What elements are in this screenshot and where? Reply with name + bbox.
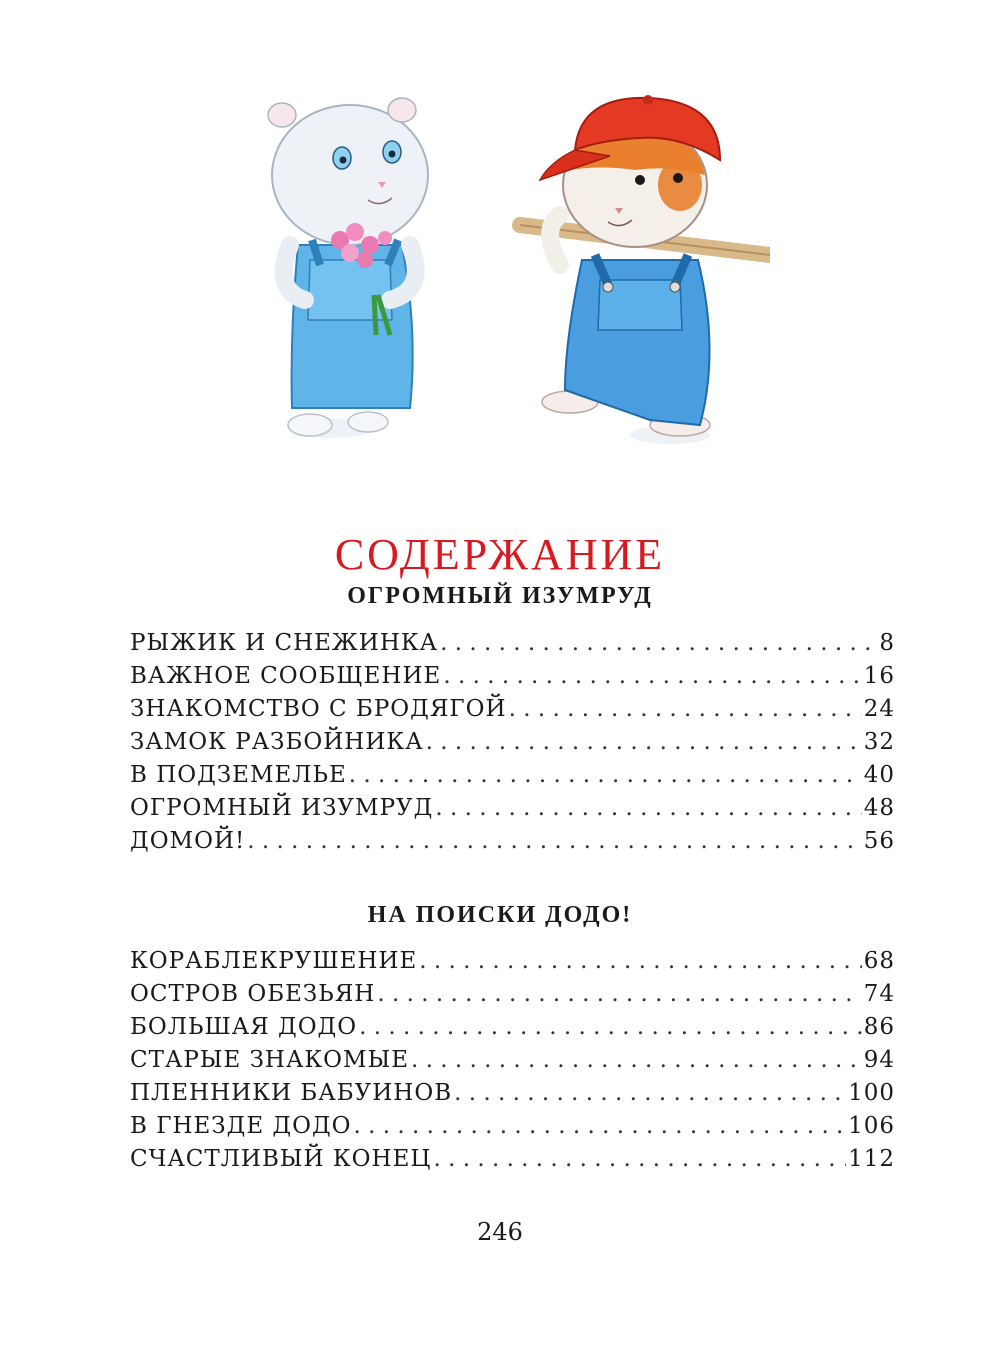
toc-entry[interactable]	[130, 948, 895, 981]
toc-entry-page: 40	[863, 762, 895, 788]
toc-list-section-2	[130, 948, 895, 1179]
toc-entry-page: 24	[863, 696, 895, 722]
toc-entry-label: ОГРОМНЫЙ ИЗУМРУД	[130, 795, 434, 821]
toc-entry[interactable]	[130, 630, 895, 663]
toc-entry-label: В ПОДЗЕМЕЛЬЕ	[130, 762, 347, 788]
hamster-characters-illustration	[250, 90, 770, 450]
toc-entry-page: 74	[863, 981, 895, 1007]
toc-entry[interactable]	[130, 1113, 895, 1146]
toc-entry-label: ВАЖНОЕ СООБЩЕНИЕ	[130, 663, 442, 689]
toc-entry-page: 112	[848, 1146, 895, 1172]
toc-entry-page: 16	[863, 663, 895, 689]
page-title: СОДЕРЖАНИЕ	[334, 530, 666, 580]
toc-entry[interactable]	[130, 663, 895, 696]
toc-entry-label: БОЛЬШАЯ ДОДО	[130, 1014, 358, 1040]
dot-leader	[354, 1113, 847, 1139]
toc-entry-label: В ГНЕЗДЕ ДОДО	[130, 1113, 352, 1139]
dot-leader	[509, 696, 862, 722]
toc-entry-label: СЧАСТЛИВЫЙ КОНЕЦ	[130, 1146, 432, 1172]
toc-entry-page: 8	[879, 630, 895, 656]
toc-entry-label: РЫЖИК И СНЕЖИНКА	[130, 630, 439, 656]
toc-entry-label: СТАРЫЕ ЗНАКОМЫЕ	[130, 1047, 409, 1073]
toc-entry-page: 94	[863, 1047, 895, 1073]
toc-entry-label: ПЛЕННИКИ БАБУИНОВ	[130, 1080, 453, 1106]
toc-entry-label: ЗНАКОМСТВО С БРОДЯГОЙ	[130, 696, 507, 722]
dot-leader	[426, 729, 862, 755]
dot-leader	[359, 1014, 862, 1040]
toc-entry-label: ЗАМОК РАЗБОЙНИКА	[130, 729, 424, 755]
toc-entry-label: ОСТРОВ ОБЕЗЬЯН	[130, 981, 376, 1007]
toc-entry[interactable]	[130, 696, 895, 729]
dot-leader	[454, 1080, 846, 1106]
toc-entry-page: 86	[863, 1014, 895, 1040]
toc-entry[interactable]	[130, 1146, 895, 1179]
dot-leader	[440, 630, 877, 656]
toc-entry[interactable]	[130, 1014, 895, 1047]
toc-entry-page: 68	[863, 948, 895, 974]
toc-entry-page: 48	[863, 795, 895, 821]
dot-leader	[443, 663, 861, 689]
toc-entry-page: 100	[848, 1080, 895, 1106]
toc-entry[interactable]	[130, 729, 895, 762]
ginger-hamster-figure	[520, 95, 770, 444]
dot-leader	[433, 1146, 846, 1172]
toc-entry[interactable]	[130, 1047, 895, 1080]
toc-list-section-1	[130, 630, 895, 861]
toc-entry[interactable]	[130, 795, 895, 828]
toc-entry[interactable]	[130, 762, 895, 795]
white-hamster-figure	[268, 98, 428, 438]
toc-entry[interactable]	[130, 828, 895, 861]
toc-entry-page: 56	[863, 828, 895, 854]
dot-leader	[411, 1047, 862, 1073]
toc-entry[interactable]	[130, 1080, 895, 1113]
section-title-emerald: ОГРОМНЫЙ ИЗУМРУД	[347, 583, 653, 609]
dot-leader	[419, 948, 861, 974]
toc-entry-label: КОРАБЛЕКРУШЕНИЕ	[130, 948, 418, 974]
toc-entry-page: 32	[863, 729, 895, 755]
toc-entry-page: 106	[848, 1113, 895, 1139]
dot-leader	[435, 795, 861, 821]
toc-entry[interactable]	[130, 981, 895, 1014]
dot-leader	[377, 981, 861, 1007]
section-title-dodo: НА ПОИСКИ ДОДО!	[367, 902, 633, 928]
page-number: 246	[477, 1218, 523, 1246]
dot-leader	[247, 828, 861, 854]
dot-leader	[349, 762, 862, 788]
toc-entry-label: ДОМОЙ!	[130, 828, 246, 854]
